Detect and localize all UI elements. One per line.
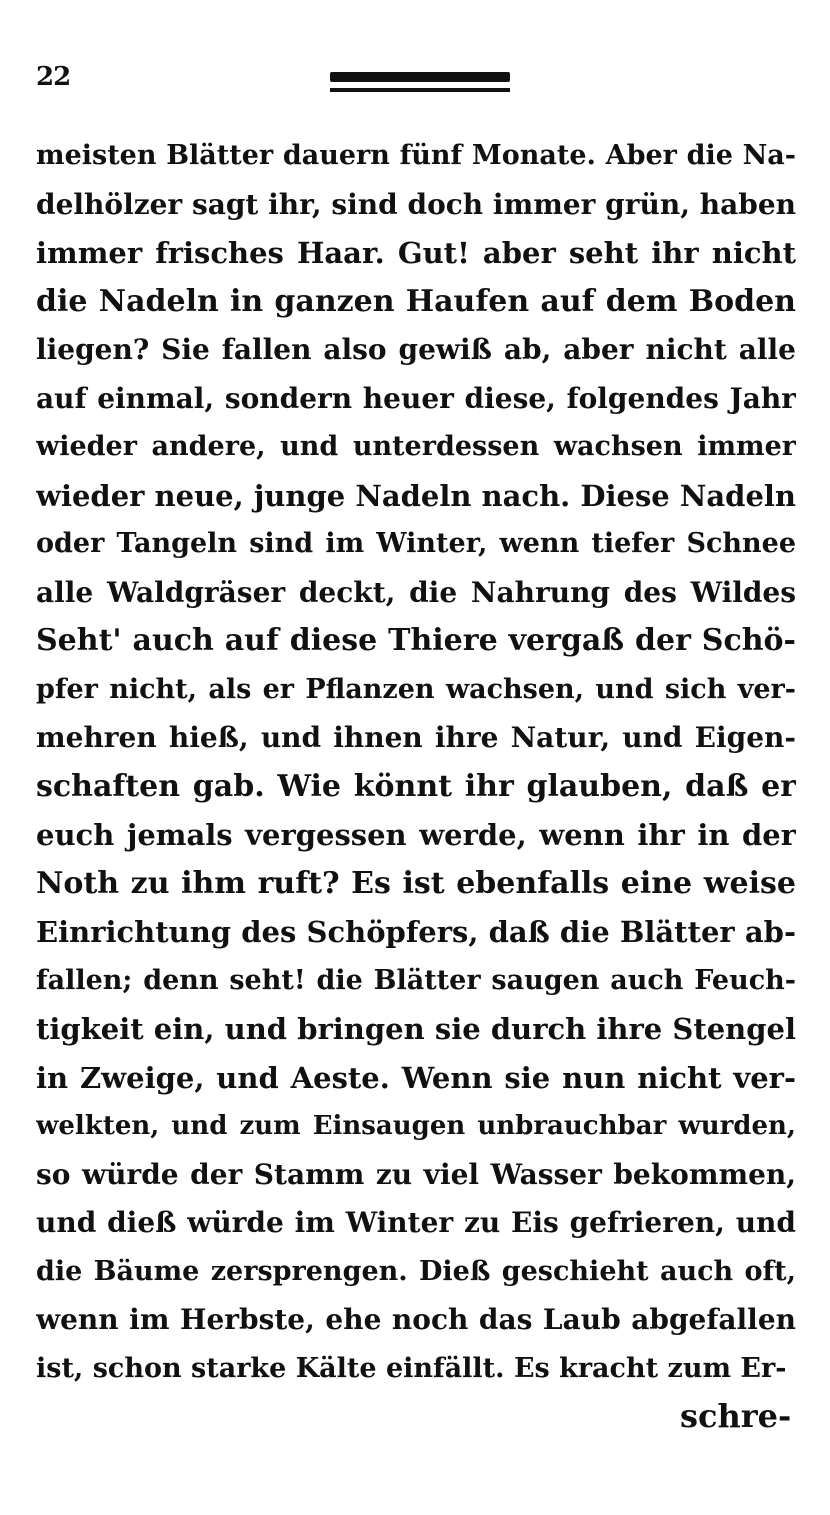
text-line: euch jemals vergessen werde, wenn ihr in der: [36, 818, 796, 852]
text-line: welkten, und zum Einsaugen unbrauchbar wurden,: [36, 1111, 796, 1141]
header-rule: [330, 72, 510, 82]
text-line: die Nadeln in ganzen Haufen auf dem Boden: [36, 283, 796, 319]
text-line: pfer nicht, als er Pflanzen wachsen, und sich ver-: [36, 673, 796, 705]
text-line: und dieß würde im Winter zu Eis gefrieren, und: [36, 1206, 796, 1239]
text-line: in Zweige, und Aeste. Wenn sie nun nicht ver-: [36, 1060, 796, 1095]
text-line: immer frisches Haar. Gut! aber seht ihr nicht: [36, 236, 796, 270]
catchword: schre-: [680, 1397, 792, 1435]
text-line: delhölzer sagt ihr, sind doch immer grün, haben: [36, 187, 796, 221]
text-line: fallen; denn seht! die Blätter saugen auch Feuch-: [36, 964, 796, 996]
text-line: auf einmal, sondern heuer diese, folgendes Jahr: [36, 381, 796, 415]
text-line: Noth zu ihm ruft? Es ist ebenfalls eine weise: [36, 865, 796, 901]
text-line: so würde der Stamm zu viel Wasser bekommen,: [36, 1157, 796, 1191]
text-line: wieder andere, und unterdessen wachsen immer: [36, 431, 796, 462]
text-line: wieder neue, junge Nadeln nach. Diese Nadeln: [36, 478, 796, 513]
text-line: oder Tangeln sind im Winter, wenn tiefer Schnee: [36, 528, 796, 559]
text-line: Einrichtung des Schöpfers, daß die Blätter ab-: [36, 915, 796, 949]
text-line: meisten Blätter dauern fünf Monate. Aber die Na-: [36, 140, 796, 171]
text-line: ist, schon starke Kälte einfällt. Es kracht zum Er-: [36, 1352, 787, 1384]
text-line: die Bäume zersprengen. Dieß geschieht auch oft,: [36, 1255, 796, 1287]
header-rule-thin: [330, 88, 510, 92]
body-text: [36, 132, 796, 1393]
text-line: schaften gab. Wie könnt ihr glauben, daß er: [36, 768, 796, 804]
text-line: liegen? Sie fallen also gewiß ab, aber nicht alle: [36, 333, 796, 366]
text-line: tigkeit ein, und bringen sie durch ihre Stengel: [36, 1012, 796, 1046]
text-line: wenn im Herbste, ehe noch das Laub abgefallen: [36, 1303, 796, 1336]
text-line: alle Waldgräser deckt, die Nahrung des Wildes: [36, 575, 796, 609]
text-line: mehren hieß, und ihnen ihre Natur, und Eigen-: [36, 721, 796, 754]
text-line: Seht' auch auf diese Thiere vergaß der Schö-: [36, 623, 796, 658]
page-number: 22: [36, 62, 71, 92]
